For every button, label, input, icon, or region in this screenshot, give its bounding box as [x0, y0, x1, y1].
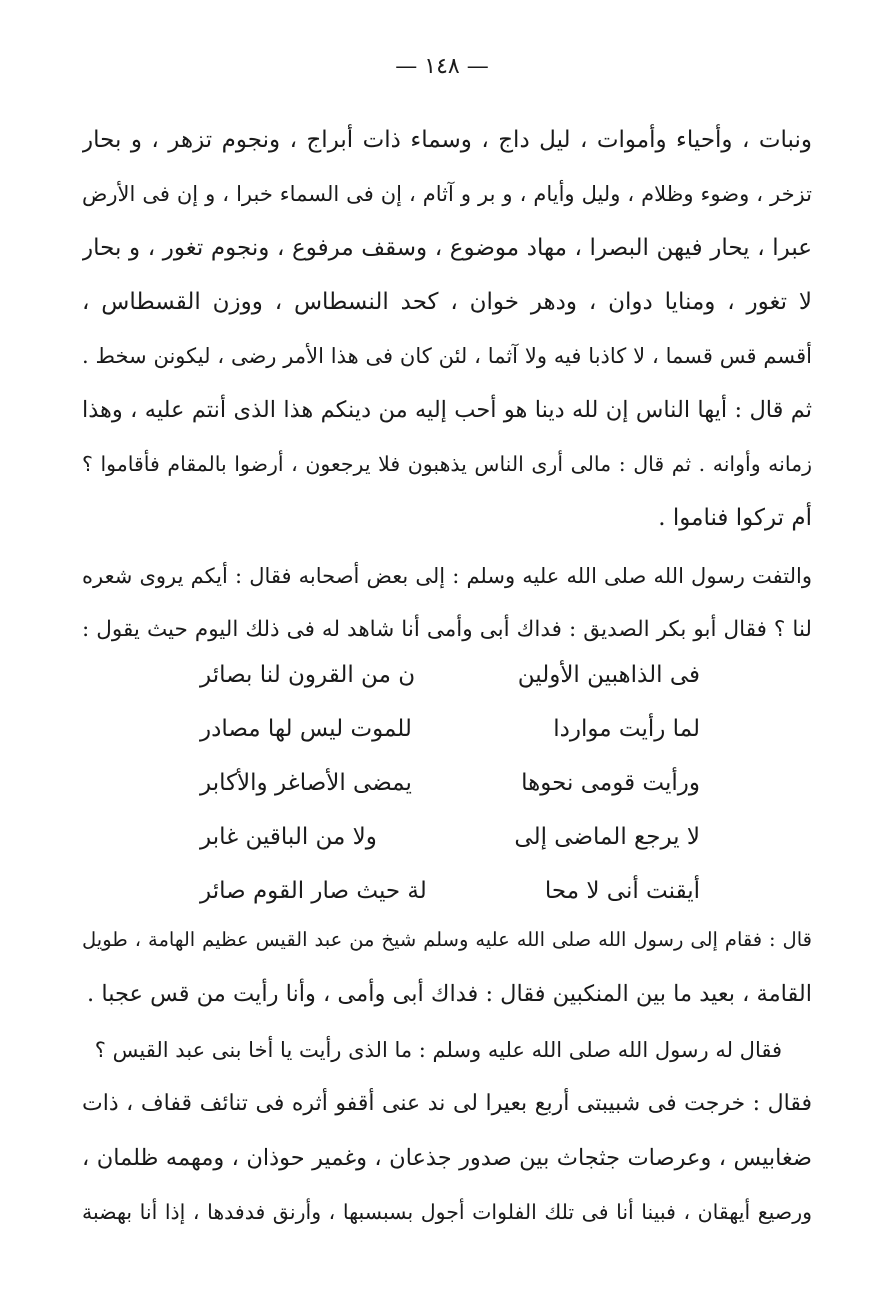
paragraph-qass-sermon	[82, 113, 812, 545]
text-line: تزخر ، وضوء وظلام ، وليل وأيام ، و بر و آثام ، إن فى السماء خبرا ، و إن فى الأرض	[82, 182, 812, 206]
verse-second-hemistich: لة حيث صار القوم صائر	[200, 878, 427, 904]
paragraph-elder-account	[82, 1077, 812, 1239]
text-line: لنا ؟ فقال أبو بكر الصديق : فداك أبى وأمى أنا شاهد له فى ذلك اليوم حيث يقول :	[82, 617, 812, 642]
paragraph-prophet-question	[82, 1023, 812, 1077]
verse-second-hemistich: ن من القرون لنا بصائر	[200, 662, 416, 688]
text-line: أقسم قس قسما ، لا كاذبا فيه ولا آثما ، لئن كان فى هذا الأمر رضى ، ليكونن سخط .	[82, 344, 812, 368]
text-line: ثم قال : أيها الناس إن لله دينا هو أحب إليه من دينكم هذا الذى أنتم عليه ، وهذا	[82, 397, 812, 423]
text-line: عبرا ، يحار فيهن البصرا ، مهاد موضوع ، وسقف مرفوع ، ونجوم تغور ، و بحار	[82, 235, 812, 261]
text-line: فقال : خرجت فى شبيبتى أربع بعيرا لى ند عنى أقفو أثره فى تنائف قفاف ، ذات	[82, 1091, 812, 1116]
verse-second-hemistich: ولا من الباقين غابر	[200, 824, 377, 850]
verse-first-hemistich: لما رأيت مواردا	[553, 716, 700, 742]
poem-verse	[200, 810, 700, 864]
text-line: القامة ، بعيد ما بين المنكبين فقال : فداك أبى وأمى ، وأنا رأيت من قس عجبا .	[87, 981, 812, 1007]
poem-verse	[200, 864, 700, 918]
text-line: أم تركوا فناموا .	[658, 505, 812, 531]
text-line: قال : فقام إلى رسول الله صلى الله عليه وسلم شيخ من عبد القيس عظيم الهامة ، طويل	[82, 928, 812, 951]
poem	[200, 648, 700, 918]
verse-first-hemistich: فى الذاهبين الأولين	[517, 662, 700, 688]
verse-first-hemistich: ورأيت قومى نحوها	[521, 770, 700, 796]
text-line: فقال له رسول الله صلى الله عليه وسلم : ما الذى رأيت يا أخا بنى عبد القيس ؟	[94, 1038, 782, 1062]
text-line: ضغابيس ، وعرصات جثجاث بين صدور جذعان ، وغمير حوذان ، ومهمه ظلمان ،	[82, 1145, 812, 1171]
verse-first-hemistich: لا يرجع الماضى إلى	[514, 824, 700, 850]
verse-second-hemistich: يمضى الأصاغر والأكابر	[200, 770, 412, 796]
text-line: زمانه وأوانه . ثم قال : مالى أرى الناس يذهبون فلا يرجعون ، أرضوا بالمقام فأقاموا ؟	[82, 452, 812, 476]
paragraph-abu-bakr	[82, 549, 812, 657]
poem-verse	[200, 648, 700, 702]
text-line: ورصيع أيهقان ، فبينا أنا فى تلك الفلوات أجول بسبسبها ، وأرنق فدفدها ، إذا أنا بهضبة	[82, 1200, 812, 1224]
paragraph-abd-al-qays-elder	[82, 913, 812, 1021]
verse-second-hemistich: للموت ليس لها مصادر	[200, 716, 412, 742]
verse-first-hemistich: أيقنت أنى لا محا	[544, 878, 700, 904]
page-number: — ١٤٨ —	[395, 54, 489, 79]
text-line: والتفت رسول الله صلى الله عليه وسلم : إلى بعض أصحابه فقال : أيكم يروى شعره	[82, 564, 812, 588]
text-line: ونبات ، وأحياء وأموات ، ليل داج ، وسماء ذات أبراج ، ونجوم تزهر ، و بحار	[82, 127, 812, 153]
poem-verse	[200, 756, 700, 810]
text-line: لا تغور ، ومنايا دوان ، ودهر خوان ، كحد النسطاس ، ووزن القسطاس ،	[82, 289, 812, 315]
poem-verse	[200, 702, 700, 756]
